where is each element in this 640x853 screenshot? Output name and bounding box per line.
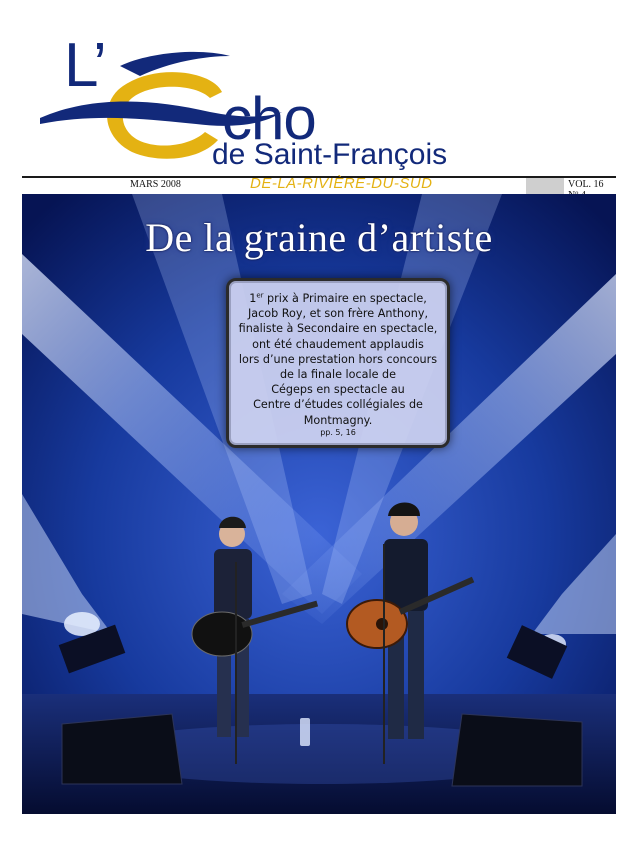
caption-ordinal-number: 1 <box>249 292 257 305</box>
cover-headline: De la graine d’artiste <box>145 215 493 260</box>
volume-number: VOL. 16 <box>568 179 604 190</box>
caption-line: Centre d’études collégiales de <box>253 398 423 412</box>
caption-line: Cégeps en spectacle au <box>271 383 405 397</box>
logo-cho: cho <box>222 85 316 152</box>
caption-line: prix à Primaire en spectacle, <box>263 292 427 305</box>
caption-line: finaliste à Secondaire en spectacle, <box>238 322 438 336</box>
logo-subtitle: de Saint-François <box>212 138 448 171</box>
gray-block <box>526 178 564 194</box>
caption-box <box>226 278 450 448</box>
caption-ordinal-suffix: er <box>256 291 264 300</box>
dateline-bar <box>22 176 616 195</box>
caption-line: de la finale locale de <box>279 368 397 382</box>
caption-line: Jacob Roy, et son frère Anthony, <box>247 307 429 321</box>
caption-line: lors d’une prestation hors concours <box>238 352 438 366</box>
logo-letter-l: L’ <box>64 31 105 100</box>
cover-photo <box>22 194 616 814</box>
masthead <box>0 0 640 175</box>
issue-date: MARS 2008 <box>130 179 181 190</box>
caption-page-reference: pp. 5, 16 <box>320 427 356 437</box>
region-name: DE-LA-RIVIÈRE-DU-SUD <box>250 175 433 192</box>
caption-line: ont été chaudement applaudis <box>252 337 424 351</box>
caption-line: Montmagny. <box>303 413 373 427</box>
